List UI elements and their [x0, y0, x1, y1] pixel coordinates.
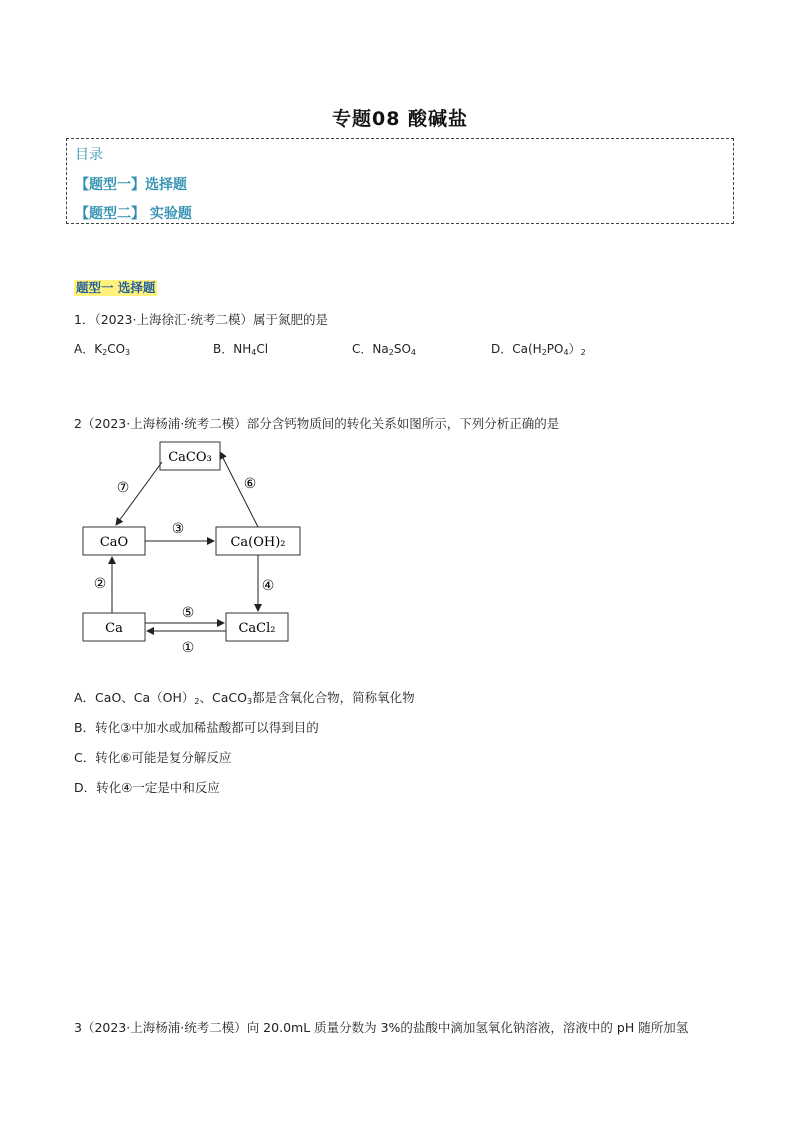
- q2-option-c: C．转化⑥可能是复分解反应: [74, 750, 232, 765]
- toc-heading: 目录: [75, 147, 103, 163]
- q1-option-b: B．$NH_4Cl$: [213, 342, 269, 357]
- question-2-stem: 2（2023·上海杨浦·统考二模）部分含钙物质间的转化关系如图所示，下列分析正确的是: [74, 416, 560, 431]
- table-of-contents: [66, 138, 734, 224]
- svg-text:Ca: Ca: [105, 621, 123, 636]
- toc-item-type-2[interactable]: 【题型二】 实验题: [75, 206, 192, 222]
- label-2: ②: [93, 576, 107, 592]
- label-5: ⑤: [181, 605, 195, 621]
- label-1: ①: [181, 640, 195, 656]
- box-cacl2: [226, 613, 288, 641]
- section-heading: 题型一 选择题: [76, 280, 156, 295]
- svg-text:Ca(OH)₂: Ca(OH)₂: [230, 535, 286, 550]
- label-7: ⑦: [116, 480, 130, 496]
- svg-text:CaO: CaO: [99, 535, 129, 550]
- box-caoh2: [216, 527, 300, 555]
- label-6: ⑥: [243, 476, 257, 492]
- q1-option-d: D．$Ca(H_2PO_4)_2$: [491, 342, 586, 357]
- toc-item-type-1[interactable]: 【题型一】选择题: [75, 177, 187, 193]
- label-3: ③: [171, 521, 185, 537]
- svg-text:CaCO₃: CaCO₃: [168, 450, 212, 465]
- q1-option-a: A．$K_2CO_3$: [74, 342, 131, 357]
- q1-option-c: C．$Na_2SO_4$: [352, 342, 416, 357]
- svg-text:CaCl₂: CaCl₂: [238, 621, 276, 636]
- question-1-stem: 1．（2023·上海徐汇·统考二模）属于氮肥的是: [74, 312, 328, 327]
- q2-option-a: A．CaO、$Ca(OH)_2$、CaCO$_3$都是含氧化合物，简称氧化物: [74, 690, 415, 706]
- q2-option-d: D．转化④一定是中和反应: [74, 780, 220, 795]
- question-3-stem: 3（2023·上海杨浦·统考二模）向 20.0mL 质量分数为 3%的盐酸中滴加氢氧化钠溶液，溶液中的 pH 随所加氢: [74, 1020, 689, 1035]
- calcium-conversion-diagram: [78, 440, 318, 660]
- box-ca: [83, 613, 145, 641]
- q2-option-b: B．转化③中加水或加稀盐酸都可以得到目的: [74, 720, 319, 735]
- box-cao: [83, 527, 145, 555]
- label-4: ④: [261, 578, 275, 594]
- page-title: 专题08 酸碱盐: [331, 108, 469, 130]
- box-caco3: [160, 442, 220, 470]
